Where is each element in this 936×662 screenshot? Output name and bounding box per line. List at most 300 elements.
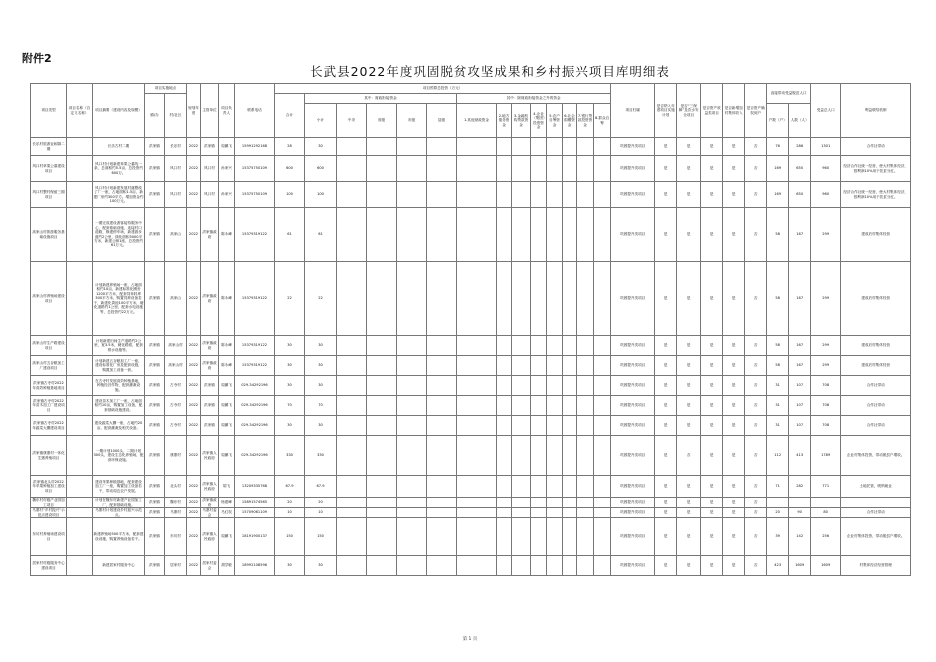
cell-name <box>67 376 93 396</box>
cell-f1: 是 <box>655 518 677 556</box>
hdr-other-group: 其中：除财政衔接资金之外的资金 <box>457 94 611 104</box>
cell-central <box>337 208 367 262</box>
cell-name <box>67 556 93 576</box>
cell-type: 高家山村生产路建设项目 <box>31 336 67 356</box>
hdr-other-6: 6.社会捐赠资金 <box>563 104 577 138</box>
cell-name <box>67 498 93 508</box>
cell-o8 <box>594 376 611 396</box>
cell-f1: 是 <box>655 498 677 508</box>
hdr-other-3: 3.金融机构贷款资金 <box>512 104 531 138</box>
cell-village: 东坊村 <box>165 518 187 556</box>
cell-o2 <box>497 182 512 208</box>
cell-belong: 巩固提升类项目 <box>611 498 655 508</box>
cell-f2: 是 <box>677 376 701 396</box>
cell-summary: 建设苗木加工厂一座，占地面积约10亩，购置加工设备，配套基础设施建设。 <box>93 396 145 416</box>
cell-village: 长乐村 <box>165 138 187 156</box>
cell-type: 高家山村养殖场建设项目 <box>31 262 67 336</box>
project-table <box>30 83 911 576</box>
cell-village: 古寺村 <box>165 396 187 416</box>
cell-f2: 是 <box>677 476 701 498</box>
cell-town: 洪家镇 <box>145 436 165 476</box>
cell-o8 <box>594 182 611 208</box>
cell-o5 <box>547 498 563 508</box>
hdr-summary: 项目摘要（建设内容及规模） <box>93 84 145 138</box>
cell-o2 <box>497 498 512 508</box>
cell-belong: 巩固提升类项目 <box>611 182 655 208</box>
cell-o7 <box>577 476 594 498</box>
cell-tot: 1301 <box>811 138 841 156</box>
cell-o2 <box>497 208 512 262</box>
page-footer: 第 1 页 <box>462 637 478 642</box>
cell-sub: 30 <box>305 376 337 396</box>
cell-o8 <box>594 476 611 498</box>
table-row <box>31 262 911 336</box>
cell-f2: 是 <box>677 182 701 208</box>
cell-belong: 巩固提升类项目 <box>611 556 655 576</box>
cell-village: 居家村 <box>165 556 187 576</box>
cell-o1 <box>457 416 497 436</box>
cell-county <box>427 262 457 336</box>
cell-name <box>67 336 93 356</box>
cell-o3 <box>512 498 531 508</box>
cell-f5: 否 <box>745 336 767 356</box>
cell-central <box>337 138 367 156</box>
cell-o5 <box>547 262 563 336</box>
cell-county <box>427 498 457 508</box>
cell-o3 <box>512 208 531 262</box>
cell-sub: 22 <box>305 262 337 336</box>
cell-o2 <box>497 356 512 376</box>
cell-o2 <box>497 376 512 396</box>
cell-o5 <box>547 156 563 182</box>
cell-name <box>67 182 93 208</box>
hdr-invest-group: 项目预算总投资（万元） <box>275 84 611 94</box>
cell-town: 洪家镇 <box>145 208 165 262</box>
cell-summary: 计划新建五谷粮加工厂一座，建设标准化厂房及配套设施，购置加工设备一套。 <box>93 356 145 376</box>
cell-pp: 167 <box>789 208 811 262</box>
cell-o4 <box>531 396 547 416</box>
cell-phone: 15379319122 <box>235 262 275 336</box>
table-row <box>31 436 911 476</box>
cell-central <box>337 508 367 518</box>
cell-f4: 是 <box>723 416 745 436</box>
cell-county <box>427 518 457 556</box>
cell-mech: 企业村集体投资，带动脱贫户增收。 <box>841 518 911 556</box>
cell-prov <box>367 416 397 436</box>
cell-o4 <box>531 556 547 576</box>
cell-total: 600 <box>275 156 305 182</box>
cell-o8 <box>594 518 611 556</box>
cell-o7 <box>577 208 594 262</box>
cell-owner: 马红权 <box>219 508 235 518</box>
cell-o1 <box>457 436 497 476</box>
cell-pp: 650 <box>789 182 811 208</box>
table-row <box>31 376 911 396</box>
table-row <box>31 396 911 416</box>
cell-county <box>427 476 457 498</box>
cell-f2: 是 <box>677 518 701 556</box>
cell-village: 高家山 <box>165 262 187 336</box>
hdr-dept: 主管单位 <box>201 84 219 138</box>
cell-f1: 是 <box>655 376 677 396</box>
cell-name <box>67 156 93 182</box>
cell-o7 <box>577 556 594 576</box>
cell-total: 330 <box>275 436 305 476</box>
cell-belong: 巩固提升类项目 <box>611 518 655 556</box>
cell-o1 <box>457 138 497 156</box>
cell-name <box>67 356 93 376</box>
cell-hh: 58 <box>767 208 789 262</box>
cell-f3: 是 <box>701 376 723 396</box>
cell-summary: 风口村计划新建发展村落整改了厂一座，占地面积1.5亩，新建厂房约300平方。增加资金约100万元。 <box>93 182 145 208</box>
cell-o4 <box>531 182 547 208</box>
cell-f2: 是 <box>677 156 701 182</box>
cell-o2 <box>497 156 512 182</box>
cell-o1 <box>457 356 497 376</box>
cell-o6 <box>563 262 577 336</box>
cell-city <box>397 336 427 356</box>
cell-f2: 是 <box>677 508 701 518</box>
cell-f5: 否 <box>745 376 767 396</box>
cell-f1: 是 <box>655 182 677 208</box>
cell-o5 <box>547 436 563 476</box>
cell-central <box>337 262 367 336</box>
cell-f5: 否 <box>745 182 767 208</box>
cell-summary: 计划新建田间生产道路约2公里，宽3.5米，硬化路面，配套排水设施等。 <box>93 336 145 356</box>
cell-phone: 029-34292196 <box>235 416 275 436</box>
cell-dept: 洪家镇人民政府 <box>201 476 219 498</box>
cell-mech: 建成后村集体经营 <box>841 262 911 336</box>
cell-year: 2022 <box>187 556 201 576</box>
cell-f4: 是 <box>723 396 745 416</box>
cell-o3 <box>512 556 531 576</box>
cell-village: 风口村 <box>165 156 187 182</box>
cell-o7 <box>577 376 594 396</box>
cell-dept: 洪家镇政府 <box>201 356 219 376</box>
cell-sub: 100 <box>305 182 337 208</box>
cell-mech: 经济合作社统一经营，使大村集体经济，按利润10%用于扶贫分红。 <box>841 156 911 182</box>
cell-o6 <box>563 556 577 576</box>
cell-o5 <box>547 518 563 556</box>
cell-owner: 周鹏飞 <box>219 518 235 556</box>
cell-o1 <box>457 498 497 508</box>
cell-phone: 15379319122 <box>235 356 275 376</box>
cell-o4 <box>531 376 547 396</box>
cell-year: 2022 <box>187 436 201 476</box>
cell-mech: 合作社带动 <box>841 416 911 436</box>
cell-central <box>337 416 367 436</box>
cell-o1 <box>457 156 497 182</box>
cell-pp: 650 <box>789 156 811 182</box>
cell-year: 2022 <box>187 356 201 376</box>
cell-city <box>397 396 427 416</box>
cell-f4: 是 <box>723 518 745 556</box>
cell-village: 马寨村 <box>165 508 187 518</box>
cell-o6 <box>563 518 577 556</box>
hdr-flag-guarantee: 是否“三保障”及饮水安全项目 <box>677 84 701 138</box>
cell-mech: 合作社带动 <box>841 508 911 518</box>
cell-o1 <box>457 508 497 518</box>
cell-name <box>67 476 93 498</box>
cell-year: 2022 <box>187 208 201 262</box>
cell-o6 <box>563 356 577 376</box>
cell-f1: 是 <box>655 508 677 518</box>
hdr-central: 中央 <box>337 104 367 138</box>
cell-town: 洪家镇 <box>145 498 165 508</box>
cell-sub: 30 <box>305 416 337 436</box>
cell-f3: 是 <box>701 508 723 518</box>
cell-o5 <box>547 138 563 156</box>
cell-pp: 107 <box>789 396 811 416</box>
cell-f2: 是 <box>677 138 701 156</box>
cell-belong: 巩固提升类项目 <box>611 356 655 376</box>
cell-o3 <box>512 156 531 182</box>
cell-county <box>427 416 457 436</box>
cell-o4 <box>531 138 547 156</box>
cell-o8 <box>594 556 611 576</box>
cell-o5 <box>547 508 563 518</box>
cell-name <box>67 208 93 262</box>
cell-dept: 洪家镇人民政府 <box>201 518 219 556</box>
cell-phone: 15375750109 <box>235 156 275 182</box>
cell-tot: 299 <box>811 336 841 356</box>
cell-o8 <box>594 262 611 336</box>
cell-village: 风口村 <box>165 182 187 208</box>
hdr-households: 户数（户） <box>767 104 789 138</box>
cell-f3: 是 <box>701 262 723 336</box>
cell-central <box>337 436 367 476</box>
cell-f4: 是 <box>723 498 745 508</box>
cell-type: 风口村整村保留三期项目 <box>31 182 67 208</box>
table-row <box>31 476 911 498</box>
cell-owner: 陈永峰 <box>219 208 235 262</box>
cell-o3 <box>512 518 531 556</box>
cell-county <box>427 396 457 416</box>
cell-sub: 67.9 <box>305 476 337 498</box>
cell-pp: 107 <box>789 376 811 396</box>
hdr-change-pop: 受益总人口 <box>811 84 841 138</box>
cell-o5 <box>547 208 563 262</box>
cell-county <box>427 156 457 182</box>
cell-f3: 是 <box>701 336 723 356</box>
cell-belong: 巩固提升类项目 <box>611 476 655 498</box>
cell-o7 <box>577 436 594 476</box>
cell-tot: 708 <box>811 376 841 396</box>
cell-o3 <box>512 416 531 436</box>
cell-county <box>427 208 457 262</box>
cell-county <box>427 138 457 156</box>
cell-f3: 是 <box>701 416 723 436</box>
cell-owner: 陈永峰 <box>219 356 235 376</box>
table-row <box>31 208 911 262</box>
hdr-village: 村/社区 <box>165 94 187 138</box>
cell-year: 2022 <box>187 336 201 356</box>
cell-o1 <box>457 336 497 356</box>
cell-name <box>67 396 93 416</box>
cell-f2: 否 <box>677 436 701 476</box>
cell-summary: 风口村计划新建草果公墓线一条，总面积约5.5亩，总投资约600万。 <box>93 156 145 182</box>
cell-belong: 巩固提升类项目 <box>611 208 655 262</box>
cell-o8 <box>594 396 611 416</box>
cell-f4: 是 <box>723 208 745 262</box>
cell-total: 30 <box>275 376 305 396</box>
cell-owner: 周鹏飞 <box>219 138 235 156</box>
cell-f5: 否 <box>745 262 767 336</box>
cell-o3 <box>512 336 531 356</box>
cell-total: 70 <box>275 396 305 416</box>
cell-type: 马寨村“乡村振兴”示范点建设项目 <box>32 508 65 517</box>
cell-pp: 282 <box>789 476 811 498</box>
cell-f1: 是 <box>655 138 677 156</box>
cell-dept: 洪家镇 <box>201 396 219 416</box>
cell-village: 北头村 <box>165 476 187 498</box>
cell-pp <box>789 498 811 508</box>
cell-sub: 20 <box>305 498 337 508</box>
hdr-project-name: 项目名称（自定义名称） <box>67 84 93 138</box>
cell-o6 <box>563 336 577 356</box>
cell-o4 <box>531 436 547 476</box>
cell-town: 洪家镇 <box>145 138 165 156</box>
cell-total: 100 <box>275 182 305 208</box>
cell-phone: 15375750109 <box>235 182 275 208</box>
cell-dept: 风口村 <box>201 182 219 208</box>
hdr-province: 省级 <box>367 104 397 138</box>
cell-total: 30 <box>275 336 305 356</box>
cell-o6 <box>563 436 577 476</box>
cell-o8 <box>594 336 611 356</box>
cell-type: 洪家镇北头村2022年苹果种植加工建设项目 <box>31 476 67 498</box>
cell-phone: 029-34292196 <box>235 396 275 416</box>
cell-f1: 是 <box>655 262 677 336</box>
cell-phone: 18992108596 <box>235 556 275 576</box>
cell-mech: 建成后村集体经营 <box>841 336 911 356</box>
cell-dept: 马寨村委会 <box>202 508 217 517</box>
cell-f4: 是 <box>723 356 745 376</box>
cell-prov <box>367 156 397 182</box>
cell-name <box>67 138 93 156</box>
cell-tot: 1609 <box>811 556 841 576</box>
cell-owner: 周鹏飞 <box>219 376 235 396</box>
cell-city <box>397 498 427 508</box>
cell-county <box>427 356 457 376</box>
cell-o4 <box>531 356 547 376</box>
cell-f3: 是 <box>701 396 723 416</box>
hdr-flag-asset-household: 是否资产确权到户 <box>745 84 767 138</box>
cell-total: 28 <box>275 138 305 156</box>
cell-pp: 286 <box>789 138 811 156</box>
cell-f4: 是 <box>723 476 745 498</box>
cell-f3: 是 <box>701 156 723 182</box>
hdr-belong: 项目归属 <box>611 84 655 138</box>
cell-hh: 31 <box>767 376 789 396</box>
cell-prov <box>367 262 397 336</box>
cell-town: 洪家镇 <box>145 182 165 208</box>
cell-f3: 是 <box>701 356 723 376</box>
cell-hh: 20 <box>767 508 789 518</box>
cell-tot: 1789 <box>811 436 841 476</box>
table-row <box>31 156 911 182</box>
cell-village: 魏东村 <box>165 498 187 508</box>
cell-phone: 029-34292196 <box>235 436 275 476</box>
cell-o1 <box>457 476 497 498</box>
cell-tot: 299 <box>811 208 841 262</box>
cell-f5: 否 <box>745 518 767 556</box>
cell-o5 <box>547 336 563 356</box>
hdr-other-4: 4.企业（集团）投资资金 <box>531 104 547 138</box>
cell-belong: 巩固提升类项目 <box>611 156 655 182</box>
hdr-benefit-group: 直接带动受益脱贫人口 <box>767 84 811 104</box>
cell-f3: 是 <box>701 436 723 476</box>
cell-mech: 建成后村集体经营 <box>841 208 911 262</box>
cell-phone: 15709061109 <box>235 508 275 518</box>
cell-o5 <box>547 356 563 376</box>
cell-sub: 330 <box>305 436 337 476</box>
hdr-city: 市级 <box>397 104 427 138</box>
cell-tot: 960 <box>811 156 841 182</box>
cell-belong: 巩固提升类项目 <box>611 508 655 518</box>
cell-hh: 58 <box>767 356 789 376</box>
cell-year: 2022 <box>187 518 201 556</box>
cell-o1 <box>457 208 497 262</box>
cell-central <box>337 518 367 556</box>
cell-name <box>67 262 93 336</box>
cell-o4 <box>531 208 547 262</box>
cell-central <box>337 498 367 508</box>
cell-sub: 30 <box>305 356 337 376</box>
cell-sub: 30 <box>305 556 337 576</box>
cell-f2: 是 <box>677 498 701 508</box>
cell-o4 <box>531 156 547 182</box>
cell-summary: 新建居家村服务中心 <box>93 556 145 576</box>
cell-summary: 马寨村计划建设乡村振兴示范点。 <box>93 508 145 518</box>
cell-year: 2022 <box>187 396 201 416</box>
cell-dept: 洪家镇 <box>201 138 219 156</box>
cell-central <box>337 396 367 416</box>
cell-o6 <box>563 208 577 262</box>
cell-f5: 否 <box>745 436 767 476</box>
cell-dept: 风口村 <box>201 156 219 182</box>
cell-summary: 新建养殖场500平方米，配套建设设施，购置养殖设备若干。 <box>93 518 145 556</box>
cell-type: 高家山村五谷粮加工厂建设项目 <box>31 356 67 376</box>
cell-central <box>337 356 367 376</box>
cell-f1: 是 <box>655 356 677 376</box>
cell-phone: 13209335768 <box>235 476 275 498</box>
cell-town: 洪家镇 <box>145 396 165 416</box>
cell-prov <box>367 336 397 356</box>
cell-f5: 否 <box>745 476 767 498</box>
cell-o2 <box>497 476 512 498</box>
cell-year: 2022 <box>187 498 201 508</box>
cell-dept: 洪家镇政府 <box>201 208 219 262</box>
cell-owner: 孙家兴 <box>219 156 235 182</box>
table-row <box>31 356 911 376</box>
hdr-project-type: 项目类型 <box>31 84 67 138</box>
hdr-total: 合计 <box>275 94 305 138</box>
cell-o5 <box>547 556 563 576</box>
cell-o3 <box>512 508 531 518</box>
cell-f3: 是 <box>701 138 723 156</box>
cell-type: 洪家镇康寨村一体化生猪养殖项目 <box>31 436 67 476</box>
cell-year: 2022 <box>187 262 201 336</box>
hdr-mechanism: 利益联结机制 <box>841 84 911 138</box>
cell-belong: 巩固提升类项目 <box>611 336 655 356</box>
cell-county <box>427 376 457 396</box>
table-row <box>31 508 911 518</box>
cell-central <box>337 336 367 356</box>
cell-o7 <box>577 138 594 156</box>
cell-f3: 是 <box>701 182 723 208</box>
cell-o2 <box>497 396 512 416</box>
